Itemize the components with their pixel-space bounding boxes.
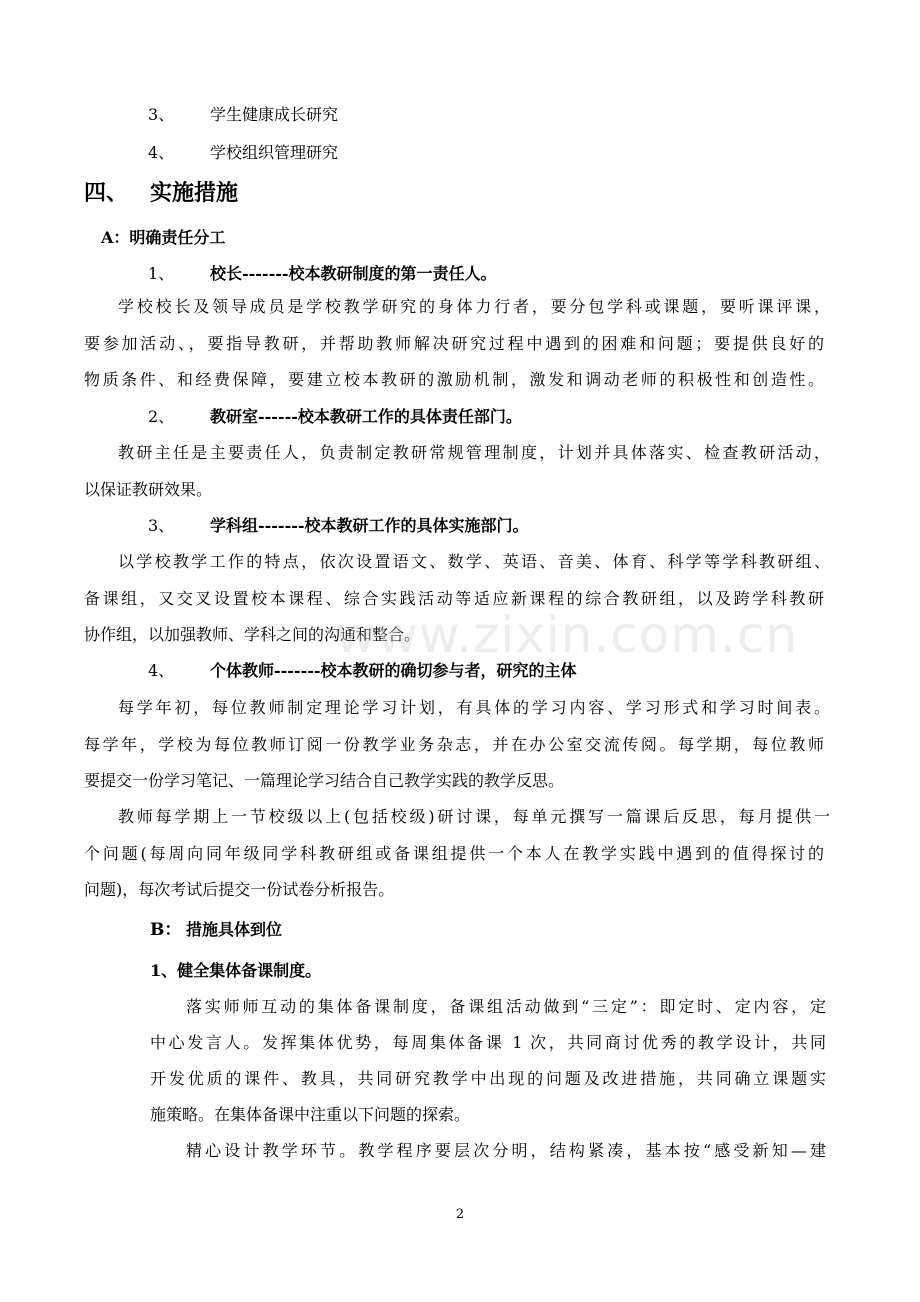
item-number: 2、 <box>148 407 175 426</box>
paragraph-line: 每学年初，每位教师制定理论学习计划，有具体的学习内容、学习形式和学习时间表。 <box>118 698 830 717</box>
list-item-number: 4、 <box>148 143 175 162</box>
list-item-number: 3、 <box>148 105 175 124</box>
paragraph-line: 备课组，又交叉设置校本课程、综合实践活动等适应新课程的综合教研组，以及跨学科教研 <box>84 589 824 608</box>
item-number: 1、 <box>148 264 175 283</box>
section-number: 四、 <box>84 180 129 206</box>
paragraph-line: 开发优质的课件、教具，共同研究教学中出现的问题及改进措施，共同确立课题实 <box>150 1069 826 1088</box>
paragraph-line: 精心设计教学环节。教学程序要层次分明，结构紧凑，基本按“感受新知—建 <box>186 1141 826 1160</box>
section-title: 实施措施 <box>150 180 239 206</box>
page-number: 2 <box>455 1207 465 1222</box>
paragraph-line: 落实师师互动的集体备课制度，备课组活动做到“三定”：即定时、定内容，定 <box>186 997 826 1016</box>
paragraph-line: 要参加活动、，要指导教研，并帮助教师解决研究过程中遇到的困难和问题；要提供良好的 <box>84 334 824 353</box>
paragraph-line: 中心发言人。发挥集体优势，每周集体备课 1 次，共同商讨优秀的教学设计，共同 <box>150 1033 826 1052</box>
paragraph-line: 要提交一份学习笔记、一篇理论学习结合自己教学实践的教学反思。 <box>84 771 565 790</box>
item-title: 1、健全集体备课制度。 <box>150 961 322 980</box>
paragraph-line: 学校校长及领导成员是学校教学研究的身体力行者，要分包学科或课题，要听课评课， <box>118 297 830 316</box>
list-item-text: 学生健康成长研究 <box>210 105 339 124</box>
watermark: www.zixin.com.cn <box>335 606 799 664</box>
paragraph-line: 施策略。在集体备课中注重以下问题的探索。 <box>150 1105 471 1124</box>
paragraph-line: 教研主任是主要责任人，负责制定教研常规管理制度，计划并具体落实、检查教研活动， <box>118 443 830 462</box>
subsection-title: 措施具体到位 <box>186 920 283 939</box>
item-title: 教研室------校本教研工作的具体责任部门。 <box>210 407 522 426</box>
item-number: 3、 <box>148 516 175 535</box>
paragraph-line: 每学年，学校为每位教师订阅一份教学业务杂志，并在办公室交流传阅。每学期，每位教师 <box>84 735 824 754</box>
list-item-text: 学校组织管理研究 <box>210 143 339 162</box>
item-number: 4、 <box>148 661 175 680</box>
paragraph-line: 以学校教学工作的特点，依次设置语文、数学、英语、音美、体育、科学等学科教研组、 <box>118 552 830 571</box>
item-title: 个体教师-------校本教研的确切参与者，研究的主体 <box>210 661 577 680</box>
paragraph-line: 个问题(每周向同年级同学科教研组或备课组提供一个本人在教学实践中遇到的值得探讨的 <box>84 844 824 863</box>
subsection-title: A：明确责任分工 <box>101 228 226 247</box>
paragraph-line: 以保证教研效果。 <box>84 480 213 499</box>
subsection-label: B： <box>150 920 182 940</box>
item-title: 学科组-------校本教研工作的具体实施部门。 <box>210 516 529 535</box>
item-title: 校长-------校本教研制度的第一责任人。 <box>210 264 497 283</box>
paragraph-line: 物质条件、和经费保障，要建立校本教研的激励机制，激发和调动老师的积极性和创造性。 <box>84 370 824 389</box>
paragraph-line: 教师每学期上一节校级以上(包括校级)研讨课，每单元撰写一篇课后反思，每月提供一 <box>118 807 830 826</box>
paragraph-line: 协作组，以加强教师、学科之间的沟通和整合。 <box>84 625 421 644</box>
paragraph-line: 问题)，每次考试后提交一份试卷分析报告。 <box>84 880 395 899</box>
